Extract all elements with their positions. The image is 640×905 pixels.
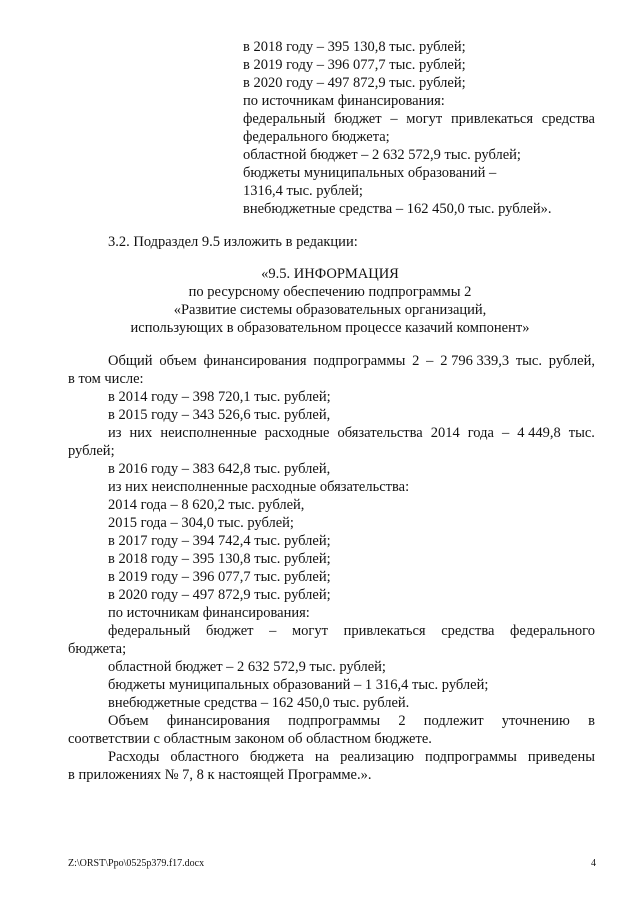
word: из [108, 425, 122, 441]
word: федерального [510, 623, 595, 639]
section-heading: «9.5. ИНФОРМАЦИЯ [261, 266, 399, 282]
text-line: 1316,4 тыс. рублей; [243, 183, 363, 199]
justified-line [108, 622, 595, 640]
text-line: федерального бюджета; [243, 129, 390, 145]
page-number: 4 [591, 858, 596, 869]
text-line: в 2018 году – 395 130,8 тыс. рублей; [108, 551, 331, 567]
word: 4 449,8 [517, 425, 561, 441]
word: – [501, 425, 510, 441]
text-line: по источникам финансирования: [243, 93, 445, 109]
text-line: бюджеты муниципальных образований – 1 316,4 тыс. рублей; [108, 677, 489, 693]
word: могут [291, 623, 328, 639]
word: рублей, [548, 353, 595, 369]
text-line: в том числе: [68, 371, 144, 387]
word: неисполненные [160, 425, 257, 441]
text-line: в 2016 году – 383 642,8 тыс. рублей, [108, 461, 331, 477]
word: 2 [398, 713, 406, 729]
word: могут [406, 111, 443, 127]
text-line: в 2017 году – 394 742,4 тыс. рублей; [108, 533, 331, 549]
word: объем [159, 353, 197, 369]
text-line: 2014 года – 8 620,2 тыс. рублей, [108, 497, 305, 513]
heading-line: использующих в образовательном процессе казачий компонент» [130, 320, 530, 336]
word: подпрограммы [288, 713, 381, 729]
justified-line [108, 748, 595, 766]
text-line: внебюджетные средства – 162 450,0 тыс. рублей. [108, 695, 410, 711]
justified-line [243, 110, 595, 128]
word: расходные [264, 425, 330, 441]
text-line: рублей; [68, 443, 115, 459]
text-line: в 2020 году – 497 872,9 тыс. рублей; [108, 587, 331, 603]
text-line: бюджеты муниципальных образований – [243, 165, 497, 181]
word: подлежит [423, 713, 484, 729]
word: тыс. [568, 425, 595, 441]
text-line: в приложениях № 7, 8 к настоящей Программе.». [68, 767, 372, 783]
word: федеральный [243, 111, 326, 127]
heading-line: по ресурсному обеспечению подпрограммы 2 [188, 284, 472, 300]
word: привлекаться [343, 623, 426, 639]
word: привлекаться [451, 111, 534, 127]
text-line: бюджета; [68, 641, 127, 657]
word: Расходы [108, 749, 160, 765]
text-line: внебюджетные средства – 162 450,0 тыс. рублей». [243, 201, 552, 217]
word: 2 796 339,3 [440, 353, 510, 369]
word: финансирования [166, 713, 270, 729]
word: обязательства [337, 425, 423, 441]
justified-line [108, 712, 595, 730]
word: Общий [108, 353, 153, 369]
word: на [314, 749, 330, 765]
word: приведены [527, 749, 595, 765]
word: бюджета [249, 749, 304, 765]
text-line: в 2018 году – 395 130,8 тыс. рублей; [243, 39, 466, 55]
instruction-text: 3.2. Подраздел 9.5 изложить в редакции: [108, 234, 358, 250]
justified-line [108, 424, 595, 442]
word: них [129, 425, 153, 441]
word: в [588, 713, 595, 729]
word: 2014 [430, 425, 460, 441]
text-line: в 2015 году – 343 526,6 тыс. рублей, [108, 407, 331, 423]
word: – [390, 111, 398, 127]
word: средства [441, 623, 495, 639]
word: Объем [108, 713, 149, 729]
word: уточнению [501, 713, 570, 729]
word: подпрограммы [424, 749, 517, 765]
text-line: в 2020 году – 497 872,9 тыс. рублей; [243, 75, 466, 91]
heading-line: «Развитие системы образовательных организаций, [173, 302, 487, 318]
text-line: областной бюджет – 2 632 572,9 тыс. рублей; [108, 659, 386, 675]
word: областного [170, 749, 239, 765]
word: тыс. [515, 353, 542, 369]
word: подпрограммы [313, 353, 406, 369]
text-line: из них неисполненные расходные обязательства: [108, 479, 410, 495]
word: федеральный [108, 623, 191, 639]
word: года [467, 425, 494, 441]
text-line: в 2014 году – 398 720,1 тыс. рублей; [108, 389, 331, 405]
word: финансирования [203, 353, 307, 369]
text-line: соответствии с областным законом об областном бюджете. [68, 731, 432, 747]
word: бюджет [206, 623, 254, 639]
word: 2 [412, 353, 420, 369]
text-line: в 2019 году – 396 077,7 тыс. рублей; [108, 569, 331, 585]
text-line: по источникам финансирования: [108, 605, 310, 621]
word: – [426, 353, 434, 369]
file-path: Z:\ORST\Ppo\0525p379.f17.docx [68, 858, 205, 869]
word: средства [541, 111, 595, 127]
text-line: областной бюджет – 2 632 572,9 тыс. рублей; [243, 147, 521, 163]
justified-line [108, 352, 595, 370]
word: – [269, 623, 277, 639]
word: бюджет [334, 111, 382, 127]
text-line: в 2019 году – 396 077,7 тыс. рублей; [243, 57, 466, 73]
text-line: 2015 года – 304,0 тыс. рублей; [108, 515, 294, 531]
word: реализацию [340, 749, 414, 765]
